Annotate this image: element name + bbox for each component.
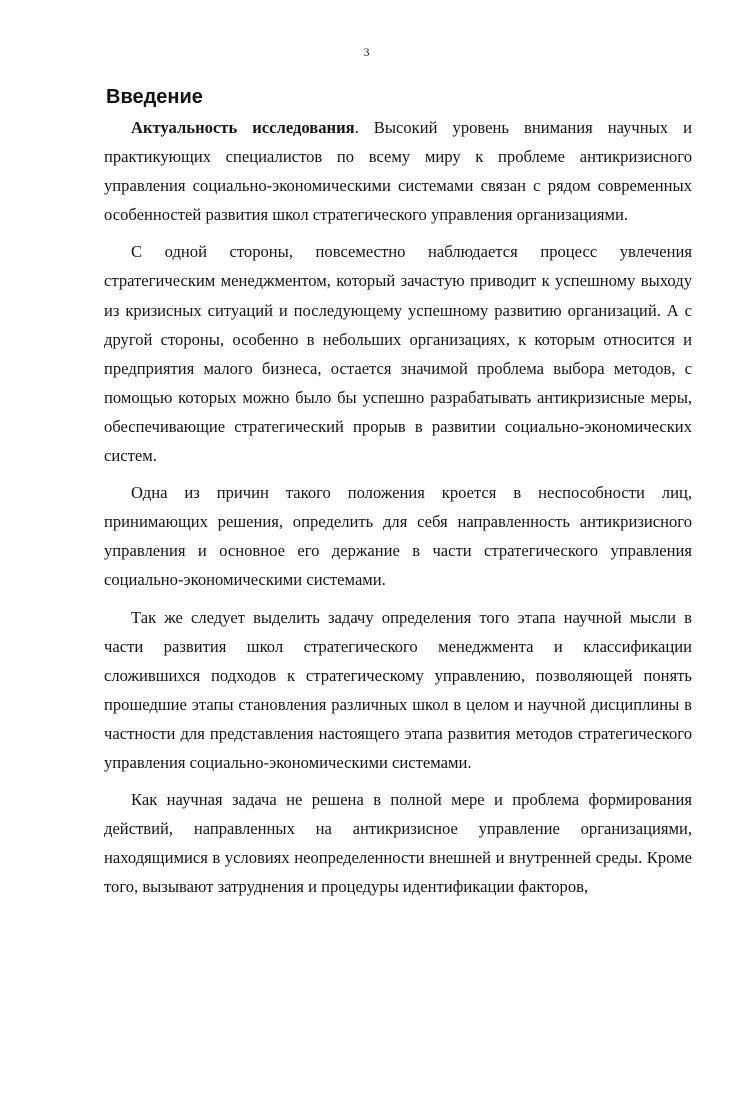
body-text <box>104 113 692 909</box>
paragraph-lead: Актуальность исследования <box>131 118 355 137</box>
paragraph: Одна из причин такого положения кроется в неспособности лиц, принимающих решения, определить для себя направленность антикризисного управления и основное его держание в части стратегического управления социально-экономическими системами. <box>104 483 692 590</box>
paragraph: Так же следует выделить задачу определения того этапа научной мысли в части развития школ стратегического менеджмента и классификации сложившихся подходов к стратегическому управлению, позволяющей понять прошедшие этапы становления различных школ в целом и научной дисциплины в частности для представления настоящего этапа развития методов стратегического управления социально-экономическими системами. <box>104 607 692 772</box>
paragraph: Как научная задача не решена в полной мере и проблема формирования действий, направленных на антикризисное управление организациями, находящимися в условиях неопределенности внешней и внутренней среды. Кроме того, вызывают затруднения и процедуры идентификации факторов, <box>104 790 692 897</box>
page-number: 3 <box>363 45 370 59</box>
paragraph: С одной стороны, повсеместно наблюдается процесс увлечения стратегическим менеджментом, который зачастую приводит к успешному выходу из кризисных ситуаций и последующему успешному развитию организаций. А с другой стороны, особенно в небольших организациях, к которым относится и предприятия малого бизнеса, остается значимой проблема выбора методов, с помощью которых можно было бы успешно разрабатывать антикризисные меры, обеспечивающие стратегический прорыв в развитии социально-экономических систем. <box>104 242 692 466</box>
paragraph-relevance <box>104 113 692 229</box>
paragraph-text: . Высокий уровень внимания научных и практикующих специалистов по всему миру к проблеме антикризисного управления социально-экономическими системами связан с рядом современных особенностей развития школ стратегического управления организациями. <box>104 118 693 225</box>
section-heading: Введение <box>106 86 203 108</box>
